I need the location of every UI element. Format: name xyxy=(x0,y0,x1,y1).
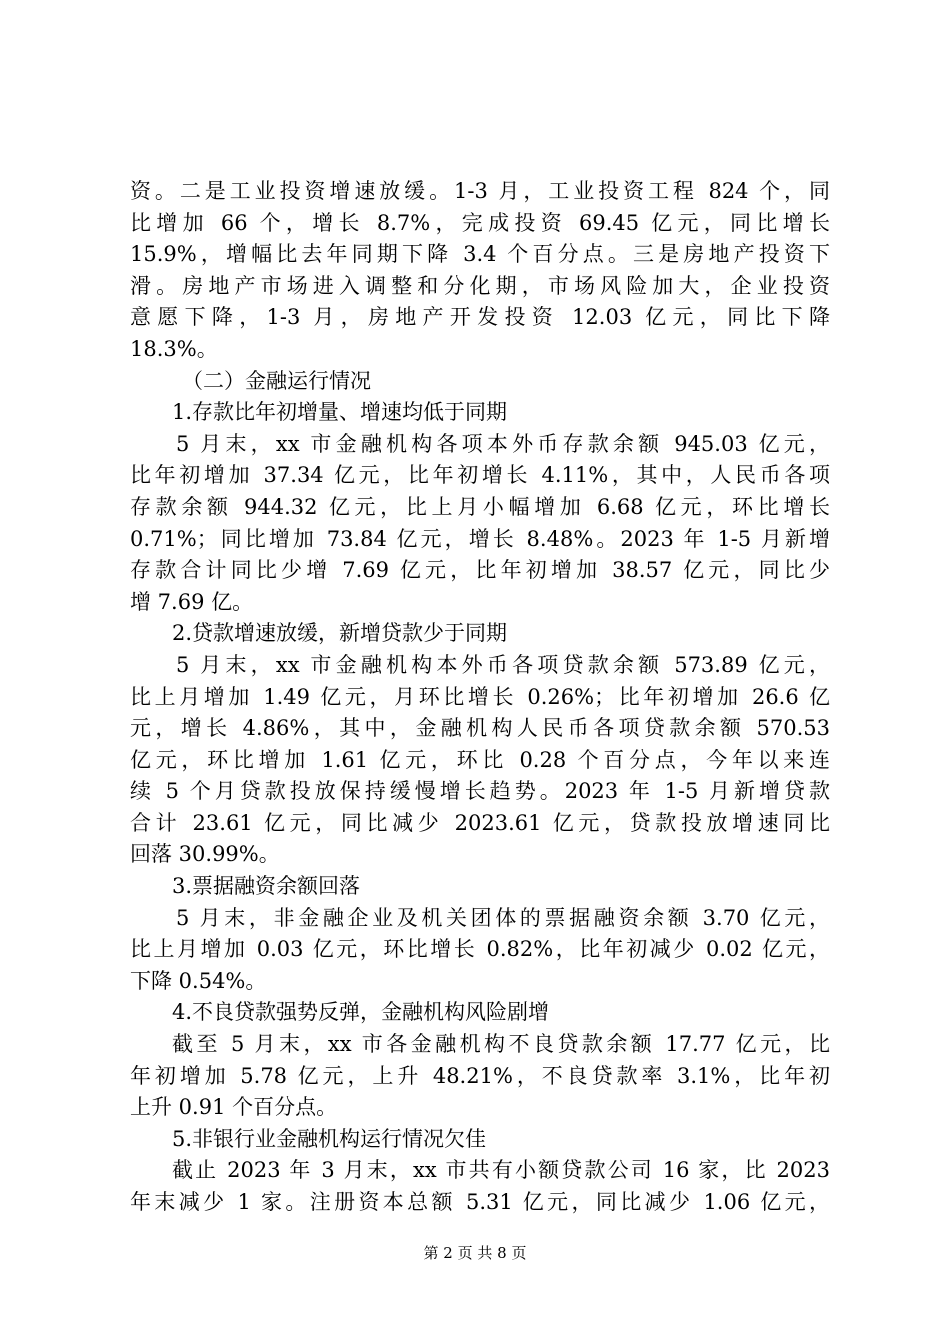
paragraph-line: 5 月末，非金融企业及机关团体的票据融资余额 3.70 亿元， xyxy=(176,905,830,930)
paragraph-line: 15.9%，增幅比去年同期下降 3.4 个百分点。三是房地产投资下 xyxy=(130,242,830,267)
paragraph-line: 比上月增加 1.49 亿元，月环比增长 0.26%；比年初增加 26.6 亿 xyxy=(130,684,830,709)
page-number-footer: 第 2 页 共 8 页 xyxy=(423,1244,527,1262)
subsection-heading: 2.贷款增速放缓，新增贷款少于同期 xyxy=(172,621,508,646)
subsection-heading: 1.存款比年初增量、增速均低于同期 xyxy=(172,400,508,425)
paragraph-line: 元，增长 4.86%，其中，金融机构人民币各项贷款余额 570.53 xyxy=(130,716,830,741)
document-body xyxy=(130,176,830,1219)
subsection-heading: 5.非银行业金融机构运行情况欠佳 xyxy=(172,1126,487,1151)
paragraph-line: 回落 30.99%。 xyxy=(130,842,280,867)
paragraph-line: 增 7.69 亿。 xyxy=(130,589,254,614)
paragraph-line: 存款合计同比少增 7.69 亿元，比年初增加 38.57 亿元，同比少 xyxy=(130,558,830,583)
paragraph-line: 上升 0.91 个百分点。 xyxy=(130,1095,338,1120)
subsection-heading: 3.票据融资余额回落 xyxy=(172,874,361,899)
paragraph-line: 5 月末，xx 市金融机构本外币各项贷款余额 573.89 亿元， xyxy=(176,652,830,677)
paragraph-line: 合计 23.61 亿元，同比减少 2023.61 亿元，贷款投放增速同比 xyxy=(130,810,830,835)
paragraph-line: 存款余额 944.32 亿元，比上月小幅增加 6.68 亿元，环比增长 xyxy=(130,494,830,519)
paragraph-line: 滑。房地产市场进入调整和分化期，市场风险加大，企业投资 xyxy=(130,273,830,298)
paragraph-line: 5 月末，xx 市金融机构各项本外币存款余额 945.03 亿元， xyxy=(176,431,830,456)
paragraph-line: 意愿下降，1-3 月，房地产开发投资 12.03 亿元，同比下降 xyxy=(130,305,830,330)
paragraph-line: 年初增加 5.78 亿元，上升 48.21%，不良贷款率 3.1%，比年初 xyxy=(130,1063,830,1088)
paragraph-line: 比年初增加 37.34 亿元，比年初增长 4.11%，其中，人民币各项 xyxy=(130,463,830,488)
subsection-heading: 4.不良贷款强势反弹，金融机构风险剧增 xyxy=(172,1000,550,1025)
paragraph-line: 0.71%；同比增加 73.84 亿元，增长 8.48%。2023 年 1-5 月新增 xyxy=(130,526,830,551)
paragraph-line: 截至 5 月末，xx 市各金融机构不良贷款余额 17.77 亿元，比 xyxy=(172,1032,830,1057)
paragraph-line: 截止 2023 年 3 月末，xx 市共有小额贷款公司 16 家，比 2023 xyxy=(172,1158,830,1183)
paragraph-line: 亿元，环比增加 1.61 亿元，环比 0.28 个百分点，今年以来连 xyxy=(130,747,830,772)
paragraph-line: 年末减少 1 家。注册资本总额 5.31 亿元，同比减少 1.06 亿元， xyxy=(130,1190,830,1214)
paragraph-line: 比增加 66 个，增长 8.7%，完成投资 69.45 亿元，同比增长 xyxy=(130,210,830,235)
paragraph-line: 资。二是工业投资增速放缓。1-3 月，工业投资工程 824 个，同 xyxy=(130,179,830,203)
paragraph-line: 下降 0.54%。 xyxy=(130,968,267,993)
paragraph-line: 比上月增加 0.03 亿元，环比增长 0.82%，比年初减少 0.02 亿元， xyxy=(130,937,830,962)
section-heading: （二）金融运行情况 xyxy=(182,368,371,393)
paragraph-line: 续 5 个月贷款投放保持缓慢增长趋势。2023 年 1-5 月新增贷款 xyxy=(130,779,830,804)
paragraph-line: 18.3%。 xyxy=(130,336,218,361)
